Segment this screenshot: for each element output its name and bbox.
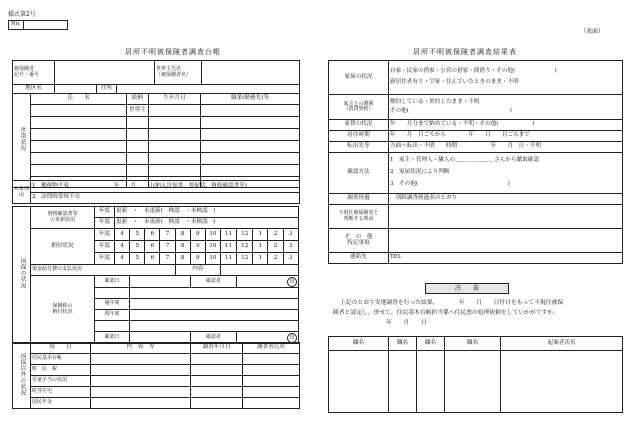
month-cell[interactable]: 7 (160, 241, 175, 253)
result-label-contact: 連絡先 (329, 253, 389, 264)
renewal-status-1[interactable]: 更新 ・ 未更新( 検認 ・未検認 ) (115, 207, 299, 218)
month-cell[interactable]: 8 (175, 241, 190, 253)
household-row[interactable] (31, 129, 127, 141)
household-row[interactable] (31, 117, 127, 129)
month-cell[interactable]: 1 (253, 241, 268, 253)
sig-title-2: 職名 (389, 337, 417, 351)
household-col-relation: 続柄 (127, 94, 149, 105)
result-label-method: 確認方法 (329, 153, 389, 194)
result-value-rent[interactable]: 年 月分まで納めている・不明・その他( ) (389, 120, 623, 131)
sig-box-4[interactable] (445, 351, 501, 413)
year-label: 年度 (94, 241, 114, 253)
other-status-label: 国保以外の状況 (13, 343, 31, 409)
curr-year-label: 現年度 (94, 310, 129, 321)
cert-renewal-label: 資格確認書等 の更新状況 (31, 207, 95, 229)
kokuho-label: 国保の状況 (13, 207, 31, 344)
month-cell[interactable]: 2 (268, 253, 283, 265)
month-cell[interactable]: 10 (205, 241, 220, 253)
insured-number-label: 被保険者 記号・番号 (13, 61, 55, 85)
result-table (328, 60, 623, 264)
other-item-child-allowance: 児童手当の状況 (31, 376, 91, 387)
confirm-date-label: 確認日 (94, 332, 129, 344)
month-cell[interactable]: 3 (283, 241, 298, 253)
sig-title-3: 職名 (417, 337, 445, 351)
month-cell[interactable]: 8 (175, 253, 190, 265)
sig-box-1[interactable] (329, 351, 389, 413)
kokuho-table (12, 206, 299, 344)
result-label-house: 家屋の状況 (329, 61, 389, 95)
other-item-resident-register: 住民基本台帳 (31, 354, 91, 365)
result-value-house[interactable]: 自家・民家の借家・公営の借家・間借り・その他( ) 新居住者有り・空家・住んでいたときのまま・不明 (389, 61, 623, 95)
renewal-status-2[interactable]: 更新 ・ 未更新( 検認 ・未検認 ) (115, 218, 299, 229)
year-label: 年度 (94, 253, 114, 265)
result-label-moveout: 転出先等 (329, 142, 389, 153)
household-col-job: 職業(勤務先)等 (201, 94, 300, 105)
householder-field[interactable] (202, 61, 300, 85)
seal-mark: 印 (287, 277, 297, 287)
month-cell[interactable]: 12 (237, 241, 253, 253)
prev-year-label: 過年度 (94, 299, 129, 310)
area-label: 地区名 (13, 85, 55, 94)
month-cell[interactable]: 4 (115, 241, 130, 253)
reason-mail-undelivered: 1 郵便物不着 年 月 日(納入告知書、督促状、資格確認書等) (31, 181, 300, 193)
month-cell[interactable]: 1 (253, 229, 268, 241)
result-label-rent: 家賃の状況 (329, 120, 389, 131)
month-cell[interactable]: 3 (283, 253, 298, 265)
reason-always-absent: 2 訪問時常時不在 (31, 193, 300, 204)
month-cell[interactable]: 10 (205, 253, 220, 265)
month-cell[interactable]: 9 (190, 241, 205, 253)
household-row[interactable] (31, 153, 127, 165)
target-reason-label: 対象理由 (13, 181, 31, 204)
month-cell[interactable]: 12 (237, 253, 253, 265)
result-label-period: 居住時期 (329, 131, 389, 142)
form-number: 様式第2号 (8, 11, 36, 18)
month-cell[interactable]: 5 (130, 241, 145, 253)
month-cell[interactable]: 6 (145, 241, 160, 253)
month-cell[interactable]: 9 (190, 229, 205, 241)
right-title: 居所不明被保険者調査結果表 (413, 48, 517, 56)
month-cell[interactable]: 6 (145, 229, 160, 241)
household-row[interactable] (31, 165, 127, 177)
month-cell[interactable]: 4 (115, 253, 130, 265)
result-label-reason: 不現住被保険者と 判断する理由 (329, 205, 389, 229)
decision-box: 決 裁 (425, 283, 509, 294)
result-value-notes[interactable] (389, 229, 623, 253)
decision-text-2: 険者と認定し、併せて、住民基本台帳担当係へ住民票の処理依頼をしていかがですか。 (333, 310, 559, 316)
month-cell[interactable]: 5 (130, 253, 145, 265)
checker-label: 確認者 (190, 276, 236, 288)
other-col-content: 内 容 等 (91, 343, 191, 354)
curr-year-field[interactable] (130, 310, 299, 321)
no-box[interactable] (8, 20, 68, 30)
other-col-date: 調査年月日 (191, 343, 243, 354)
result-label-notes: そ の 他 特記事項 (329, 229, 389, 253)
other-col-item: 項 目 (31, 343, 91, 354)
year-label: 年度 (94, 207, 114, 218)
month-cell[interactable]: 12 (237, 229, 253, 241)
sig-box-drafter[interactable] (501, 351, 623, 413)
signature-table (328, 336, 623, 413)
sig-drafter: 起案者氏名 (501, 337, 623, 351)
result-value-landlord[interactable]: 解約している・契約したまま・不明 その他( ) (389, 95, 623, 120)
month-cell[interactable]: 4 (115, 229, 130, 241)
month-cell[interactable]: 7 (160, 229, 175, 241)
decision-text-1: 上記のとおり実地調査を行った結果、 年 月 日付けをもって不現住被保 (340, 300, 564, 306)
householder-label: 世帯主氏名 （被保険者名） (155, 61, 202, 85)
no-label: No. (11, 21, 21, 27)
household-col-birth: 生年月日 (149, 94, 201, 105)
ledger-header-table (12, 60, 300, 85)
household-row[interactable] (31, 105, 127, 117)
seal-mark: 印 (287, 333, 297, 343)
other-status-table (12, 342, 300, 409)
result-value-contact[interactable]: TEL (389, 253, 623, 264)
head-relation: 世帯主 (127, 105, 149, 117)
month-cell[interactable]: 8 (175, 229, 190, 241)
confirm-date-label: 確認日 (94, 276, 129, 288)
month-cell[interactable]: 5 (130, 229, 145, 241)
month-cell[interactable]: 11 (221, 253, 237, 265)
month-cell[interactable]: 2 (268, 229, 283, 241)
tax-payment-label: 保険税の 納付状況 (31, 276, 95, 344)
result-label-progress: 調査経過 (329, 194, 389, 205)
payment-status-label: 納付状況 (31, 229, 95, 265)
left-title: 居所不明被保険者調査台帳 (125, 48, 221, 56)
sig-title-4: 職名 (445, 337, 501, 351)
address-label: 住所 (97, 85, 117, 94)
household-row[interactable] (31, 141, 127, 153)
result-value-period[interactable]: 年 月 日ごろから 年 月 日ごろまで (389, 131, 623, 142)
decision-date: 年 月 日 (386, 320, 427, 326)
household-table (12, 93, 300, 188)
result-value-moveout[interactable]: 方面へ転出・不明 時期 年 月 日・不明 (389, 142, 623, 153)
sig-box-3[interactable] (417, 351, 445, 413)
content-field[interactable] (221, 265, 299, 276)
other-item-town-housing: 町営住宅 (31, 387, 91, 398)
target-reason-table (12, 180, 300, 204)
month-cell[interactable]: 6 (145, 253, 160, 265)
side-label: （表面） (580, 28, 605, 35)
item-label (94, 288, 129, 299)
month-cell[interactable]: 3 (283, 229, 298, 241)
result-label-landlord: 家主との関係 （賃貸契約） (329, 95, 389, 120)
cash-benefit-label: 現金給付費の支払状況 (31, 265, 175, 276)
insured-number-field[interactable] (55, 61, 155, 85)
household-label: 世帯状況 (13, 94, 31, 188)
result-value-progress[interactable]: 別紙調査経過表のとおり (389, 194, 623, 205)
other-item-pension: 国民年金 (31, 398, 91, 409)
month-cell[interactable]: 1 (253, 253, 268, 265)
household-col-name: 氏 名 (31, 94, 127, 105)
year-label: 年度 (94, 229, 114, 241)
result-value-reason[interactable] (389, 205, 623, 229)
month-cell[interactable]: 2 (268, 241, 283, 253)
year-label: 年度 (94, 218, 114, 229)
month-cell[interactable]: 11 (221, 241, 237, 253)
month-cell[interactable]: 7 (160, 253, 175, 265)
checker-label: 確認者 (190, 332, 236, 344)
result-value-method[interactable]: 1 家主・管理人・隣人の＿＿＿＿＿＿＿さんから聴取確認 2 家屋状況により判断 3 その他( ) (389, 153, 623, 194)
other-item-town-tax: 町 民 税 (31, 365, 91, 376)
content-label: 内容 (175, 265, 220, 276)
month-cell[interactable]: 9 (190, 253, 205, 265)
sig-box-2[interactable] (389, 351, 417, 413)
prev-year-field[interactable] (130, 299, 299, 310)
sig-title-1: 職名 (329, 337, 389, 351)
month-cell[interactable]: 11 (221, 229, 237, 241)
month-cell[interactable]: 10 (205, 229, 220, 241)
other-col-surveyor: 調査者氏名 (243, 343, 300, 354)
